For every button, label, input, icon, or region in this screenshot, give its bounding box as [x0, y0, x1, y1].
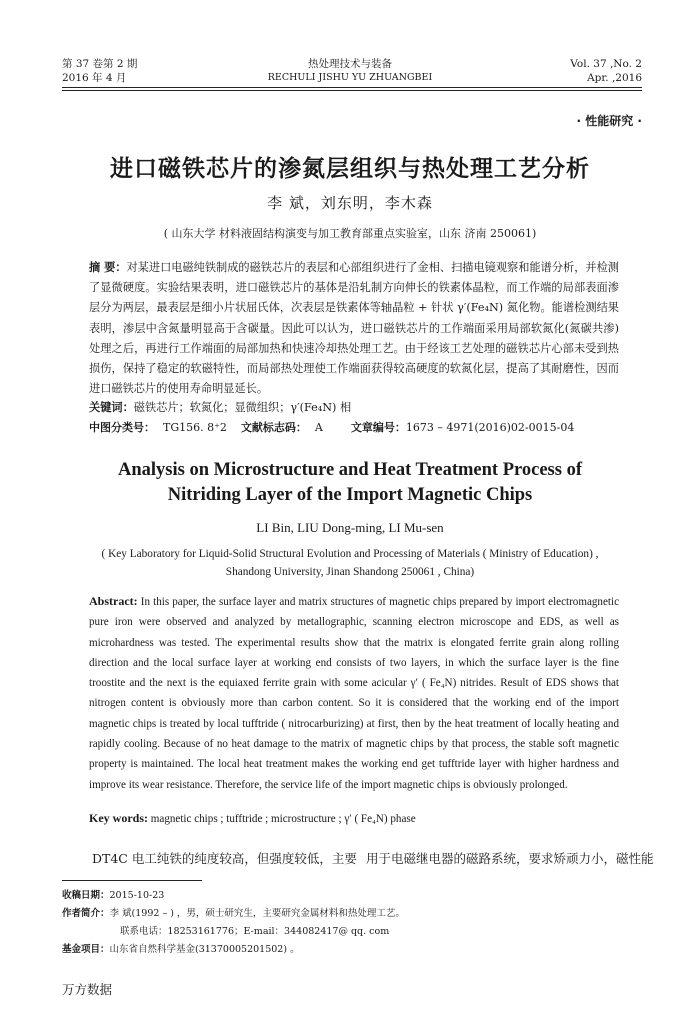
- fund-text: 山东省自然科学基金(31370005201502) 。: [109, 944, 300, 955]
- en-abstract-label: Abstract:: [89, 594, 138, 608]
- en-abstract-text: In this paper, the surface layer and matrix structures of magnetic chips prepared by import electromagnetic pure iron were observed and analyzed by metallographic, scanning electron microscope and EDS, as well as microhardness was tested. The experimental results show that the matrix is elongated ferrite grain along rolling direction and the local surface layer at working end consists of two layers, in which the surface layer is the fine troostite and the next is the equiaxed ferrite grain with some acicular γ′ ( Fe₄N) nitrides. Result of EDS shows that nitrogen content is obviously more than carbon content. So it is considered that the working end of the import magnetic chips is treated by local tufftride ( nitrocarburizing) at first, then by the heat treatment of locally heating and rapidly cooling. Because of no heat damage to the matrix of magnetic chips by that process, the stable soft magnetic property is maintained. The local heat treatment makes the working end get tufftride layer with higher hardness and improve its wear resistance. Therefore, the service life of the import magnetic chips is obviously prolonged.: [89, 596, 619, 791]
- en-abstract: [89, 591, 619, 795]
- section-tag: · 性能研究 ·: [576, 114, 642, 128]
- cn-abstract: [89, 258, 619, 399]
- watermark: 万方数据: [62, 982, 113, 997]
- header-volume: 第 37 卷第 2 期: [62, 58, 138, 70]
- header-volume-en: [570, 57, 642, 85]
- author-label: 作者简介：: [62, 908, 110, 919]
- footnote-rule: [62, 880, 202, 881]
- en-title-line1: Analysis on Microstructure and Heat Treatment Process of: [118, 460, 582, 480]
- header-journal-en: RECHULI JISHU YU ZHUANGBEI: [267, 72, 433, 83]
- en-affiliation-line2: Shandong University, Jinan Shandong 250061 , China): [225, 566, 475, 578]
- en-keywords-label: Key words:: [89, 811, 148, 825]
- cn-abstract-text: 对某进口电磁纯铁制成的磁铁芯片的表层和心部组织进行了金相、扫描电镜观察和能谱分析，并检测了显微硬度。实验结果表明，进口磁铁芯片的基体是沿轧制方向伸长的铁素体晶粒，而工作端的局部表面渗层分为两层，最表层是细小片状屈氏体，次表层是铁素体等轴晶粒 + 针状 γ′(Fe₄N) 氮化物。能谱检测结果表明，渗层中含氮量明显高于含碳量。因此可以认为，进口磁铁芯片的工作端面采用局部软氮化(氮碳共渗)处理之后，再进行工作端面的局部加热和快速冷却热处理工艺。由于经该工艺处理的磁铁芯片心部未受到热损伤，保持了稳定的软磁特性，而局部热处理使工作端面获得较高硬度的软氮化层，提高了其耐磨性，因而进口磁铁芯片的使用寿命明显延长。: [89, 261, 619, 396]
- author-bio: 李 斌(1992 – ) ，男，硕士研究生，主要研究金属材料和热处理工艺。: [109, 908, 405, 919]
- body-column-left: DT4C 电工纯铁的纯度较高，但强度较低，主要: [92, 851, 357, 866]
- cn-keywords-label: 关键词：: [89, 401, 134, 414]
- footnote-received: [62, 889, 164, 903]
- cn-classification: [89, 418, 619, 438]
- article-no-value: 1673 – 4971(2016)02-0015-04: [405, 421, 575, 434]
- received-date: 2015-10-23: [109, 890, 165, 901]
- cn-keywords-text: 磁铁芯片；软氮化；显微组织；γ′(Fe₄N) 相: [133, 401, 352, 414]
- en-keywords-text: magnetic chips ; tufftride ; microstructure ; γ′ ( Fe₄N) phase: [150, 813, 416, 825]
- header-vol-en: Vol. 37 ,No. 2: [570, 58, 642, 70]
- footnote-contact: 联系电话：18253161776；E-mail：344082417@ qq. com: [120, 926, 390, 937]
- fund-label: 基金项目：: [62, 944, 110, 955]
- en-authors: LI Bin, LIU Dong-ming, LI Mu-sen: [256, 520, 444, 535]
- en-keywords: [89, 808, 619, 829]
- cn-abstract-label: 摘 要：: [89, 261, 127, 274]
- header-date: 2016 年 4 月: [62, 72, 127, 84]
- received-label: 收稿日期：: [62, 890, 110, 901]
- en-title-line2: Nitriding Layer of the Import Magnetic Chips: [167, 485, 533, 505]
- article-no-label: 文章编号：: [350, 421, 406, 434]
- header-date-en: Apr. ,2016: [587, 72, 642, 84]
- page-title: 进口磁铁芯片的渗氮层组织与热处理工艺分析: [110, 156, 590, 182]
- clc-label: 中图分类号：: [89, 421, 155, 434]
- cn-authors: 李 斌，刘东明，李木森: [267, 194, 433, 212]
- footnote-author: [62, 907, 405, 921]
- doc-code-label: 文献标志码：: [240, 421, 307, 434]
- cn-affiliation: ( 山东大学 材料液固结构演变与加工教育部重点实验室，山东 济南 250061): [163, 227, 537, 240]
- header-rule-thick: [62, 87, 642, 88]
- header-rule-thin: [62, 90, 642, 91]
- en-affiliation-line1: ( Key Laboratory for Liquid-Solid Structural Evolution and Processing of Materials ( Ministry of Education) ,: [101, 548, 599, 560]
- body-column-right: 用于电磁继电器的磁路系统，要求矫顽力小，磁性能: [366, 851, 654, 866]
- cn-keywords: [89, 398, 619, 418]
- header-journal-cn: 热处理技术与装备: [308, 58, 392, 70]
- doc-code-value: A: [314, 421, 323, 434]
- clc-value: TG156. 8⁺2: [163, 421, 227, 434]
- footnote-fund: [62, 943, 300, 957]
